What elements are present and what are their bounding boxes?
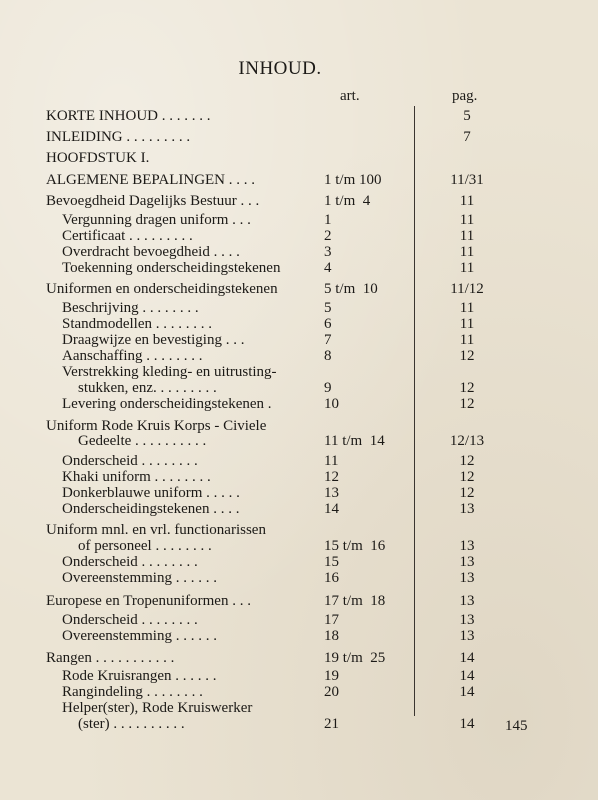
toc-row-pag: 13 <box>459 570 475 586</box>
toc-row-pag: 11 <box>459 260 475 276</box>
toc-row-label: Uniform Rode Kruis Korps - Civiele <box>46 418 267 434</box>
toc-row-art: 1 t/m 4 <box>324 193 371 209</box>
toc-row-label: Standmodellen . . . . . . . . <box>62 316 212 332</box>
toc-row-art: 12 <box>324 469 339 485</box>
toc-row-pag: 12 <box>459 396 475 412</box>
toc-row-label: ALGEMENE BEPALINGEN . . . . <box>46 172 256 188</box>
toc-row-art: 5 t/m 10 <box>324 281 378 297</box>
toc-row-pag: 12 <box>459 348 475 364</box>
toc-row-pag: 11 <box>459 244 475 260</box>
toc-row-pag: 11 <box>459 228 475 244</box>
toc-row-pag: 14 <box>459 668 475 684</box>
toc-row-label: Khaki uniform . . . . . . . . <box>62 469 211 485</box>
toc-row-art: 2 <box>324 228 332 244</box>
toc-row-art: 11 t/m 14 <box>324 433 385 449</box>
toc-row-pag: 7 <box>463 129 471 145</box>
toc-row-label: Gedeelte . . . . . . . . . . <box>78 433 207 449</box>
toc-row-art: 17 <box>324 612 339 628</box>
page-title: INHOUD. <box>238 58 322 79</box>
toc-row-art: 20 <box>324 684 339 700</box>
toc-row-pag: 13 <box>459 612 475 628</box>
toc-row-label: Rangindeling . . . . . . . . <box>62 684 203 700</box>
toc-row-art: 3 <box>324 244 332 260</box>
toc-row-art: 6 <box>324 316 332 332</box>
toc-row-label: INLEIDING . . . . . . . . . <box>46 129 191 145</box>
toc-row-pag: 11 <box>459 212 475 228</box>
toc-row-pag: 11 <box>459 332 475 348</box>
toc-row-label: stukken, enz. . . . . . . . . <box>78 380 217 396</box>
toc-row-label: Levering onderscheidingstekenen . <box>62 396 272 412</box>
toc-row-pag: 12/13 <box>449 433 485 449</box>
toc-row-pag: 13 <box>459 554 475 570</box>
toc-row-label: Draagwijze en bevestiging . . . <box>62 332 245 348</box>
toc-row-art: 1 t/m 100 <box>324 172 382 188</box>
toc-row-art: 1 <box>324 212 332 228</box>
toc-row-label: Donkerblauwe uniform . . . . . <box>62 485 240 501</box>
toc-row-label: (ster) . . . . . . . . . . <box>78 716 185 732</box>
toc-row-art: 11 <box>324 453 339 469</box>
toc-row-art: 21 <box>324 716 339 732</box>
toc-row-label: Toekenning onderscheidingstekenen <box>62 260 281 276</box>
column-header-art: art. <box>340 88 360 104</box>
toc-row-art: 15 <box>324 554 339 570</box>
toc-row-label: Aanschaffing . . . . . . . . <box>62 348 203 364</box>
toc-row-art: 9 <box>324 380 332 396</box>
toc-row-art: 10 <box>324 396 339 412</box>
toc-row-pag: 14 <box>459 650 475 666</box>
toc-row-label: Uniformen en onderscheidingstekenen <box>46 281 278 297</box>
toc-row-art: 8 <box>324 348 332 364</box>
toc-row-label: Beschrijving . . . . . . . . <box>62 300 199 316</box>
toc-row-art: 4 <box>324 260 332 276</box>
toc-row-label: Overeenstemming . . . . . . <box>62 570 217 586</box>
toc-row-art: 7 <box>324 332 332 348</box>
toc-row-art: 5 <box>324 300 332 316</box>
toc-row-art: 19 <box>324 668 339 684</box>
toc-row-pag: 11 <box>459 300 475 316</box>
toc-row-art: 16 <box>324 570 339 586</box>
toc-row-label: Bevoegdheid Dagelijks Bestuur . . . <box>46 193 260 209</box>
toc-row-pag: 12 <box>459 380 475 396</box>
toc-row-pag: 11/12 <box>450 281 484 297</box>
toc-row-label: of personeel . . . . . . . . <box>78 538 212 554</box>
toc-row-label: Certificaat . . . . . . . . . <box>62 228 193 244</box>
column-header-pag: pag. <box>452 88 478 104</box>
toc-row-art: 18 <box>324 628 339 644</box>
toc-row-pag: 12 <box>459 453 475 469</box>
toc-row-pag: 13 <box>459 593 475 609</box>
toc-row-art: 13 <box>324 485 339 501</box>
toc-row-label: Verstrekking kleding- en uitrusting- <box>62 364 277 380</box>
toc-row-label: Onderscheidingstekenen . . . . <box>62 501 240 517</box>
toc-row-label: Overdracht bevoegdheid . . . . <box>62 244 240 260</box>
toc-row-art: 15 t/m 16 <box>324 538 386 554</box>
toc-row-label: Rode Kruisrangen . . . . . . <box>62 668 217 684</box>
toc-row-label: HOOFDSTUK I. <box>46 150 150 166</box>
toc-row-art: 19 t/m 25 <box>324 650 386 666</box>
toc-row-label: Helper(ster), Rode Kruiswerker <box>62 700 253 716</box>
toc-row-label: Vergunning dragen uniform . . . <box>62 212 251 228</box>
toc-row-pag: 5 <box>463 108 471 124</box>
toc-row-art: 14 <box>324 501 339 517</box>
toc-row-art: 17 t/m 18 <box>324 593 386 609</box>
toc-row-pag: 14 <box>459 684 475 700</box>
toc-row-pag: 11/31 <box>450 172 484 188</box>
toc-row-pag: 12 <box>459 469 475 485</box>
toc-row-label: Uniform mnl. en vrl. functionarissen <box>46 522 266 538</box>
toc-row-pag: 11 <box>459 193 475 209</box>
toc-row-label: Europese en Tropenuniformen . . . <box>46 593 251 609</box>
toc-row-pag: 12 <box>459 485 475 501</box>
toc-row-pag: 11 <box>459 316 475 332</box>
toc-row-pag: 14 <box>459 716 475 732</box>
toc-row-label: Onderscheid . . . . . . . . <box>62 612 198 628</box>
toc-row-pag: 13 <box>459 628 475 644</box>
toc-row-label: KORTE INHOUD . . . . . . . <box>46 108 211 124</box>
toc-row-pag: 13 <box>459 538 475 554</box>
page-number: 145 <box>505 718 528 734</box>
toc-row-label: Onderscheid . . . . . . . . <box>62 554 198 570</box>
toc-row-label: Rangen . . . . . . . . . . . <box>46 650 175 666</box>
toc-row-label: Overeenstemming . . . . . . <box>62 628 217 644</box>
toc-row-label: Onderscheid . . . . . . . . <box>62 453 198 469</box>
toc-row-pag: 13 <box>459 501 475 517</box>
